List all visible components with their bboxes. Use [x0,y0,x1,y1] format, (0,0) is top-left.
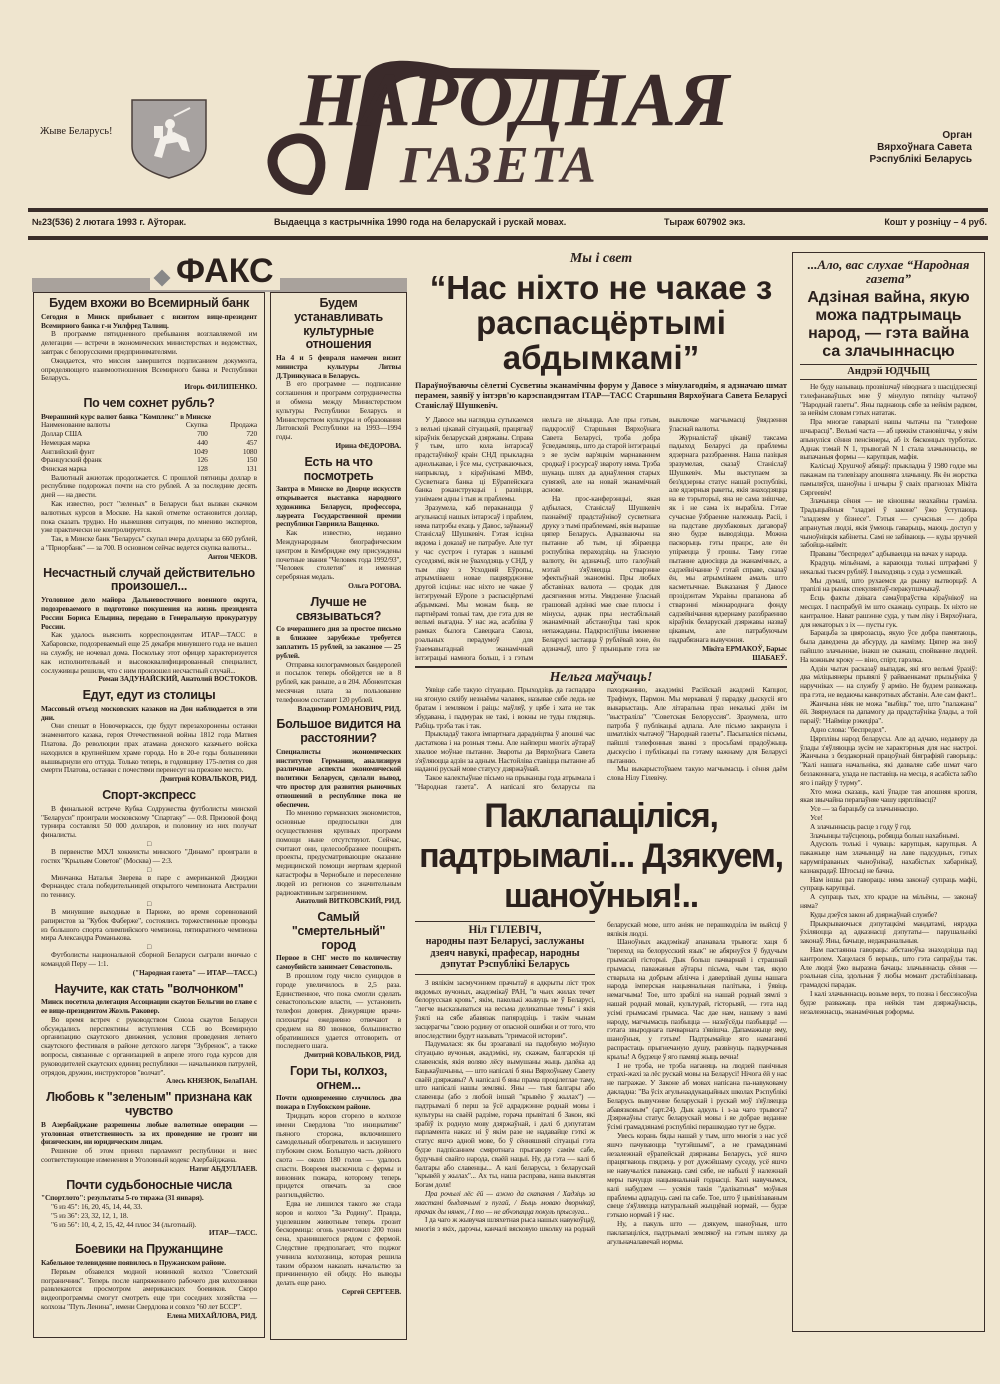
news-item [276,456,401,591]
hotline-paragraph: Не буду называць прозвішчаў ніводнага з шасцідзесяці тэлефанаваўшых мне ў мінулую пятніцу чытачоў "Народнай газеты". Яны паднаюць сябе за нейкім радком, за нейкім словам гэтых нататак. [800,382,977,418]
table-cell: Финская марка [41,463,87,473]
news-lead: Сегодня в Минск прибывает с визитом вице-президент Всемирного банка г-н Уилфред Талвиц. [41,311,257,330]
table-cell: Английский фунт [41,446,95,456]
news-headline: Научите, как стать "волчонком" [54,981,244,996]
news-lead: На 4 и 5 февраля намечен визит министра культуры Литвы Д.Тринкунаса в Беларусь. [276,353,401,380]
news-author: ИТАР—ТАСС. [208,1228,257,1238]
table-cell: 131 [246,463,257,473]
table-cell: 126 [197,455,208,465]
news-author: Владимир РОМАНОВИЧ, РИД. [297,703,401,713]
news-item [41,689,257,784]
section-kicker: Мы і свет [569,251,633,266]
hotline-headline: Адзіная вайна, якую можа падтрымаць народ, — гэта вайна са злачыннасцю [807,289,970,360]
news-item [276,1065,401,1297]
hotline-paragraph: Адусюль толькі і чуваць: карупцыя, карупцыя. А пакажыце нам злачынцаў на лаве падсудных, гэтых карумпіраваных чыноўнікаў, нахабістых хабарнікаў, казнакрадаў. Штосьці не бачна. [800,839,977,875]
organ-label: Орган Вярхоўнага Савета Рэспублікі Беларусь [869,130,972,165]
news-item [41,789,257,978]
hotline-body [800,383,977,1016]
news-author: Сергей СЕРГЕЕВ. [341,1286,401,1296]
news-item [41,1179,257,1239]
main-bottom-rule [415,666,787,668]
news-author: ("Народная газета" — ИТАР—ТАСС.) [132,967,257,977]
news-paragraph: Едва не лишился такого же стада коров и колхоз "За Родину". Правда, уцелевшим животным теперь грозит бескормица: огонь уничтожил 200 тонн сена, хранившегося рядом с фермой. Следствие предполагает, что поджог учинила колхозница, которая решила таким образом наказать начальство за причиненную ей обиду. Но выводы делать еще рано. [276,1199,401,1288]
news-lead: В Азербайджане разрешены любые валютные операции — уголовная ответственность за их проведение не грозит ни физическим, ни юридическим лицам. [41,1119,257,1147]
column-header: Наименование валюты [41,420,111,430]
news-paragraph: Как удалось выяснить корреспондентам ИТАР—ТАСС в Хабаровске, подозреваемый еще 25 декабря минувшего года не вышел на службу, не ночевал дома. Поскольку этот офицер характеризуется как исполнительный и высококвалифицированный специалист, сослуживцы решили, что с ним произошел несчастный случай... [41,630,257,675]
news-paragraph: "5 из 36": 23, 32, 12, 1, 18. [51,1210,129,1220]
byline-title: народны паэт Беларусі, заслужаны дзеяч навукі, прафесар, народны дэпутат Рэспублікі Беларусь [425,936,585,971]
news-paragraph: Футболисты национальной сборной Беларуси сыграли вничью с командой Перу — 1:1. [41,950,257,968]
news-paragraph: В программе пятидневного пребывания возглавляемой им делегации — встречи в экономических министерствах и ведомствах, завтрак с белорусскими предпринимателями. [41,329,257,356]
news-headline: Самый "смертельный" город [291,910,386,952]
hotline-paragraph: А супраць тых, хто крадзе на мільёны, — законаў няма? [800,892,977,911]
main-headline: “Нас ніхто не чакае з распасцёртымі абдымкамі” [429,269,773,376]
hotline-paragraph: Усе! [810,813,823,823]
news-paragraph: Первым обзавелся модной новинкой колхоз "Советский пограничник". Теперь после напряженного рабочего дня колхозники развлекаются просмотром американских боевиков. Скоро видеопрограммы смогут смотреть еще три соседних хозяйства — колхозы "Путь Ленина", имени Свердлова и совхоз "60 лет БССР". [41,1266,257,1312]
news-item [276,596,401,713]
hotline-paragraph: Цярплівы народ беларусы. Але ад адчаю, недаверу да ўлады з'яўляюцца зусім не характэрныя для нас настроі. Жанчына з бездакорнай працоўнай біяграфіяй гаворыць: "Калі нашага начальніка, які дазваляе сабе шмат чаго беззаконнага, улада не паставіць на месца, я асабіста заб'ю яго і пайду ў турму". [800,733,977,787]
news-author: Дмитрий КОВАЛЬКОВ, РИД. [304,1050,401,1060]
hotline-paragraph: А злачыннасць расце з году ў год. [810,821,912,831]
news-paragraph: В прошлом году число суицидов в городе увеличилось в 2,5 раза. Единственное, что пока смогли сделать севастопольские власти, — установить телефон доверия. Дежурящие врачи-психиатры ежедневно отвечают в среднем на 80 звонков, большинство обратившихся удается отговорить от последнего шага. [276,970,401,1051]
table-cell: 1049 [193,446,208,456]
hotline-paragraph: Куды дзеўся закон аб дзяржаўнай службе? [810,909,938,919]
news-paragraph: "6 из 45": 16, 20, 45, 14, 44, 33. [51,1202,143,1212]
separator-square-icon: □ [146,839,152,848]
news-paragraph: Валютный ажиотаж продолжается. С прошлой пятницы доллар в республике подорожал почти на сто рублей. А за последние десять дней — на двести. [41,472,257,500]
table-cell: Немецкая марка [41,437,90,447]
logo-title-line1: НАРОДНАЯ [300,58,731,142]
motto: Жыве Беларусь! [40,126,113,137]
table-cell: 440 [197,437,208,447]
byline-name: Ніл ГІЛЕВІЧ, [468,923,542,936]
news-lead: Массовый отъезд московских казаков на Дон наблюдается в эти дни. [41,703,257,722]
news-headline: Едут, едут из столицы [82,688,216,703]
news-paragraph: Тридцать коров сгорело в колхозе имени Свердлова "по инициативе" пьяного сторожа, включившего самодельный обогреватель и заснувшего глубоким сном. Большую часть дойного скота — около 180 голов — удалось спасти. Вовремя выскочила с фермы и виновник пожара, которому теперь придется отвечать за свое разгильдяйство. [276,1111,401,1200]
news-paragraph: Так, в Минске банк "Беларусь" скупал вчера доллары за 660 рублей, а "Приорбанк" — за 700. В основном сейчас ведется скупка валюты... [41,534,257,553]
hotline-paragraph: І калі злачыннасць возьме верх, то позна і бессэнсоўна будзе разважаць пра нейкія там дзяржаўнасць, незалежнасць, эканамічныя рэформы. [800,988,977,1016]
table-cell: 150 [246,455,257,465]
hotline-paragraph: Злачынца сёння — не кіношны неахайны граміла. Традыцыйныя "зладзеі ў законе" ўжо ўступаюць "зладзеям у бізнесе". Гэтыя — сучасныя — добра апранутыя людзі, якія ўмеюць гаварыць, маюць доступ у чыноўніцкія кабінеты. Самі не забіваюць — куды зручней забойца-найміт. [800,496,977,550]
table-cell: 700 [197,429,208,439]
column-header: Продажа [230,420,257,430]
hotline-paragraph: Калісьці Хрушчоў абяцаў: прыкладна ў 1980 годзе мы пакажам па тэлевізару апошняга злачынцу. Як ён жорстка памыляўся, шаноўны і шчыры ў сваіх прагнозах Мікіта Сяргеевіч! [800,461,977,497]
table-cell: 128 [197,463,208,473]
news-item [41,1243,257,1320]
circulation: Тыраж 607902 экз. [664,217,746,227]
news-author: Елена МИХАЙЛОВА, РИД. [166,1310,257,1320]
logo-title-line2: ГАЗЕТА [400,137,598,194]
news-lead: "Спортлото": результаты 5-го тиража (31 января). [41,1193,204,1203]
table-cell: 1080 [242,446,257,456]
column-header: Скупка [185,420,208,430]
dateline-rule [28,236,988,240]
news-headline: Спорт-экспресс [102,788,196,803]
news-author: Дмитрий КОВАЛЬКОВ, РИД. [160,774,257,784]
main-lead: Параўноўваючы сёлетні Сусветны эканамічны форум у Давосе з мінулагоднім, я адзначаю шмат перамен, заявіў у інтэрв'ю карэспандэнтам ІТАР—ТАСС Старшыня Вярхоўнага Савета Беларусі Станіслаў Шушкевіч. [415,381,787,410]
news-lead: Со вчерашнего дня за простое письмо в ближнее зарубежье требуется заплатить 15 рублей, за заказное — 25 рублей. [276,624,401,660]
news-paragraph: В первенстве МХЛ хоккеисты минского "Динамо" проиграли в гостях "Крыльям Советов" (Москва) — 2:3. [41,846,257,865]
table-cell: 720 [246,429,257,439]
top-rule [28,208,988,212]
news-headline: Большое видится на расстоянии? [276,717,401,746]
hotline-paragraph: Усе — за барацьбу са злачыннасцю. [810,804,919,814]
main-article [415,250,787,662]
hotline-paragraph: Адзін чытач расказаў выпадак, які яго вельмі ўразіў: два міліцыянеры прывялі ў райваенкамат прызыўніка ў наручніках — на службу ў армію. Не будзем разважаць пра гэта, не ведаючы канкрэтных абставін. Але сам факт!.. [800,663,977,699]
news-paragraph: В финальной встрече Кубка Содружества футболисты минской "Беларуси" проиграли московскому "Спартаку" — 0:8. Призовой фонд турнира составлял 50 000 долларов, и половину из них получат финалисты. [41,803,257,840]
fax-label: ФАКС [150,252,280,290]
price: Кошт у розніцу – 4 руб. [884,217,987,227]
feature-byline [415,921,595,975]
currency-table [41,421,257,473]
news-headline: Есть на что посмотреть [303,454,374,483]
news-paragraph: По мнению германских экономистов, основные предпосылки для осуществления крупных программ помощи ныне отсутствуют. Сейчас, считают они, целесообразнее поощрять проекты, предусматривающие оказание медицинской помощи жертвам ядерной катастрофы в Чернобыле и переселение людей из регионов со значительным радиоактивным загрязнением. [276,808,401,897]
dateline [32,217,987,231]
fax-news-box [33,292,265,1338]
news-item [41,1091,257,1173]
news-paragraph: Минчанка Наталья Зверева в паре с американкой Джиджи Фернандес стала победительницей открытого чемпионата Австралии по теннису. [41,872,257,900]
news-headline: Несчастный случай действительно произошел... [43,565,255,594]
hotline-author: Андрэй ЮДЧЫЦ [800,364,977,380]
news-paragraph: Решение об этом принял парламент республики и внес соответствующие изменения в Уголовный кодекс Азербайджана. [41,1146,257,1164]
main-author: Мікіта ЕРМАКОЎ, Барыс ШАБАЕЎ. [702,643,787,662]
news-author: Ирина ФЕДОРОВА. [335,440,401,450]
hotline-paragraph: Адно слова: "беспредел". [810,725,887,735]
news-lead: Первое в СНГ место по количеству самоубийств занимает Севастополь. [276,953,401,972]
hotline-paragraph: Прававы "беспредел" адбываецца на вачах у народа. [810,549,968,559]
news-paragraph: Отправка килограммовых бандеролей и посылок теперь обойдется не в 8 рублей, как раньше, а в 204. Абонентская месячная плата за пользование телефоном составит 120 рублей. [276,659,401,704]
news-lead: Специалисты экономических институтов Германии, анализируя различные аспекты экономической политики Беларуси, сделали вывод, что простор для развития рыночных отношений в республике пока не обеспечен. [276,746,401,809]
news-author: Роман ЗАДУНАЙСКИЙ, Анатолий ВОСТОКОВ. [98,674,257,684]
fax-news-box-2 [270,292,407,1340]
news-item [41,297,257,392]
hotline-paragraph: Барацьба за цвярозасць, якую ўсе добра памятаюць, была даведзена да абсурду, да камізму. Цяпер жа зноў пайшло злачыннае, інакш не скажаш, спойванне людзей. На кожным кроку — віно, спірт, гарэлка. [800,628,977,664]
hotline-article-box [792,252,985,1332]
news-paragraph: Они спешат в Новочеркасск, где будут перезахоронены останки знаменитого казака, героя Отечественной войны 1812 года Матвея Платова. До революции прах атамана донского казачьего войска находился в крупнейшем храме города. Но в 20-е годы большевики вышвырнули его оттуда. Только теперь, в годовщину 175-летия со дня смерти Платова, останки с почестями перенесут на прежнее место. [41,721,257,775]
news-item [41,397,257,562]
hotline-paragraph: Крадуць мільёнамі, а караюцца толькі штрафамі ў некалькі тысяч рублёў. І выходзяць з суда з усмешкай. [800,557,977,576]
table-cell: Доллар США [41,429,83,439]
news-paragraph: В его программе — подписание соглашения и программ сотрудничества и обмена между Министерством культуры Республики Беларусь и Министерством культуры и образования Литовской Республики на 1993—1994 годы. [276,379,401,442]
table-cell: Французский франк [41,455,102,465]
separator-square-icon: □ [146,899,152,908]
hotline-paragraph: Злачынцы таўсцеюць, робяцца больш нахабнымі. [810,830,960,840]
news-author: Натиг АБДУЛЛАЕВ. [189,1163,257,1173]
news-item [276,297,401,451]
news-headline: Будем устанавливать культурные отношения [294,296,383,352]
separator-square-icon: □ [146,943,152,952]
news-lead: Вчерашний курс валют банка "Комплекс" в Минске [41,411,211,421]
hotline-paragraph: Ёсць факты дзікага самаўпраўства кіраўнікоў на месцах. І паспрабуй ім што скажаць супраць. Іх ніхто не кантралюе. Нават рашэнне суда, у тым ліку і Вярхоўнага, для некаторых з іх — пусты гук. [800,593,977,629]
news-item [41,983,257,1087]
hotline-paragraph: Жанчына ніяк не можа "выбіць" тое, што "палажана" ёй. Звярнулася па дапамогу да прадстаўніка ўлады, а той параіў: "Найміце рэкеціра". [800,698,977,726]
intro-block [415,670,787,792]
news-author: Антон ЧЕКОВ. [207,551,257,561]
masthead [0,0,1000,200]
hotline-paragraph: Прыкрываючыся дэпутацкімі мандатамі, нярэдка ўхіляюцца ад адказнасці дэпутаты— парушальнікі законаў. Яны, бачыце, недакранальныя. [800,918,977,946]
coat-of-arms-pahonia-icon [130,98,208,180]
hotline-paragraph: Пра многае гаварылі нашы чытачы па "тэлефоне шчырасці". Вельмі часта — аб цяжкім становішчы, у якім апынуліся сёння пенсіянеры, аб іх бясконцых турботах. Аднак тэмай N 1, трывогай N 1 стала злачыннасць, яе выпачаныя формы — карупцыя, мафія. [800,417,977,462]
news-paragraph: Ожидается, что миссия завершится подписанием документа, определяющего взаимоотношения Всемирного банка и Республики Беларусь. [41,355,257,383]
news-item [276,911,401,1060]
news-headline: Будем вхожи во Всемирный банк [49,296,249,310]
news-author: Алесь КНЯЗЮК, БелаПАН. [165,1076,257,1086]
news-headline: Лучше не связываться? [295,594,382,623]
feature-headline: Паклапаціліся, падтрымалі... Дзякуем, шаноўныя!.. [419,796,783,915]
hotline-kicker: ...Ало, вас слухае “Народная газета” [807,257,970,286]
news-item [41,567,257,684]
hotline-paragraph: Нам іншы раз гавораць: няма законаў супраць мафіі, супраць карупцыі. [800,874,977,893]
news-lead: Почти одновременно случилось два пожара в Глубокском районе. [276,1093,401,1112]
issue-info: №23(536) 2 лютага 1993 г. Аўторак. [32,217,187,227]
news-author: Игорь ФИЛИПЕНКО. [184,382,257,392]
news-lead: Уголовное дело майора Дальневосточного военного округа, подозреваемого в подготовке покушения на жизнь президента России Бориса Ельцина, передано в Генеральную прокуратуру России. [41,595,257,631]
news-lead: Завтра в Минске во Дворце искусств открывается выставка народного художника Беларуси, профессора, лауреата Государственной премии республики Гавриила Ващенко. [276,484,401,529]
news-author: Анатолий ВИТКОВСКИЙ, РИД. [295,896,401,906]
news-paragraph: Во время встреч с руководством Союза скаутов Беларуси обсуждались перспективы вступления ССБ во Всемирную организацию скаутского движения, условия проведения летнего скаутского фестиваля в районе детского лагеря "Зубренок", а также вопросы, связанные с организацией в апреле этого года курсов для руководителей скаутских единиц республики — начальников патрулей, отрядов, дружин, инструкторов "волчат". [41,1014,257,1077]
news-headline: Почти судьбоносные числа [66,1177,232,1192]
news-headline: По чем сохнет рубль? [83,395,215,410]
center-column [415,250,787,1246]
published-since: Выдаецца з кастрычніка 1990 года на беларускай і рускай мовах. [274,217,567,227]
news-paragraph: В минувшие выходные в Париже, во время соревнований рапиристов за "Кубок Фаберже", состоялись торжественные проводы из большого спорта олимпийского чемпиона, пятикратного чемпиона мира Александра Романькова. [41,906,257,943]
hotline-paragraph: Нам пастаянна гавораць: абстаноўка знаходзіцца пад кантролем. Хацелася б верыць, што гэта сапраўды так. Але людзі ўжо выразна бачаць: злачыннасць сёння — рэальная сіла, здольная ў любы момант дэстабілізаваць грамадскі парадак. [800,945,977,990]
separator-square-icon: □ [146,865,152,874]
news-headline: Любовь к "зеленым" признана как чувство [46,1090,252,1119]
news-lead: Минск посетила делегация Ассоциации скаутов Бельгии во главе с ее вице-президентом Жоэль Раковер. [41,997,257,1016]
news-paragraph: Как известно, рост "зеленых" в Беларуси был вызван скачком валютных курсов в Москве. На какой отметке остановится доллар, пока сказать трудно. Но нынешняя ситуация, по мнению экспертов, уже практически не контролируется. [41,499,257,535]
main-body: У Давосе мы наглядна сутыкаемся з вельмі цікавай сітуацыяй, працягваў кіраўнік беларускай дзяржавы. Справа ў тым, што кола інтарэсаў прадстаўнікоў краін СНД прыкладна аднолькавае, і ўсе мы, сустракаючыся, напрыклад, з кіраўнікамі МВФ, Сусветнага банка ці Еўрапейскага банка рэканструкцыі і развіцця, узнімаем адны і тыя ж праблемы. Зразумела, каб пераканацца ў агульнасці нашых інтарэсаў і праблем, няма патрэбы ехаць у Давос, заўважыў Станіслаў Шушкевіч. Гэтая ісціна вядома і доказаў не патрабуе. Але тут у час сустрэч і гутарак з нашымі суседзямі, якія не ўваходзяць у СНД, у тым ліку з Усходняй Еўропы, атрымліваеш новае пацвярджэнне другой ісціны: нас ніхто не чакае ў інтэгруемай Еўропе з распасцёртымі абдымкамі. Мы можам быць яе партнёрамі толькі там, дзе гэта для яе вельмі выгадна. У нас жа, асабліва ў рамках былога Савецкага Саюза, рэальных перадумоў для ўзаемавыгаднай эканамічнай інтэграцыі намнога больш, і з гэтым нельга не лічыцца. Але пры гэтым, падкрэсліў Старшыня Вярхоўнага Савета Беларусі, трэба добра ўсведамляць, што да старой інтэграцыі з яе зусім вар'яцкім марнаваннем сродкаў і рэсурсаў звароту няма. Трэба шукаць шлях да аднаўлення старых сувязей, але на новай эканамічнай аснове. На прэс-канферэнцыі, якая адбылася, Станіслаў Шушкевіч пазнаёміў прадстаўнікоў сусветнага друку з тымі праблемамі, якія вырашае цяпер Беларусь. Адказваючы на пытанне аб тым, ці збіраецца рэспубліка пераходзіць на ўласную валюту, ён адзначыў, што галоўнай мэтай з'яўляецца стварэнне эфектыўнай эканомікі. Пры любых абставінах валюта — сродак для дасягнення мэты. Увядзенне ўласнай грашовай адзінкі мае свае плюсы і мінусы, аднак пры нестабільнай эканамічнай абстаноўцы такі крок непажаданы. Падкрэсліўшы імкненне Беларусі застацца ў рублёвай зоне, ён адзначыў, што ў прынцыпе гэта не выключае магчымасці ўвядзення ўласнай валюты. Журналістаў цікавіў таксама падыход Беларусі да праблемы ядзернага раззбраення. Наша пазіцыя зразумелая, сказаў Станіслаў Шушкевіч. Мы выступаем за без'ядзерны статус нашай рэспублікі, але ядзерныя ракеты, якія знаходзяцца на яе тэрыторыі, яна не сама знішчае, як і не сама іх вырабіла. Гэтае сучаснае ўзбраенне належыць Расіі, і на падставе двухбаковых дагавораў яно будзе выводзіцца. Можна паскорыць гэты працэс, але ён упіраецца ў грошы. Таму гэтае пытанне адносіцца да эканамічных, а садзейнічанне ў гэтай справе, сказаў ён, мы атрымліваем амаль што касметычнае. Выказаная ў Давосе прэзідэнтам Украіны прапанова аб стварэнні міжнароднага фонду садзейнічання ядзернаму раззбраенню кіраўнік беларускай дзяржавы назваў цікавым, але патрабуючым падрабязнага вывучэння. Мікіта ЕРМАКОЎ, Барыс ШАБАЕЎ. [415,415,787,662]
table-cell: 457 [246,437,257,447]
fax-diamond-icon [154,270,171,287]
hotline-paragraph: Хто можа сказаць, калі ўпадзе тая апошняя кропля, якая звычайна перапаўняе чашу цярплівасці? [800,786,977,805]
news-lead: Кабельное телевидение появилось в Пружанском районе. [41,1258,226,1268]
intro-body: Уявіце сабе такую сітуацыю. Прыходзіць да гаспадара на ягоную сялібу незнаёмы чалавек, называе сябе ледзь не братам і земляком і раіць: маўляў, у цябе і хата не так збудавана, і падмурак не такі, і вокны не туды глядзяць. Рабіць трэба так і так. Прыкладаў такога імпартнага дарадніцтва ў апошні час дастаткова і на розныя тэмы. Але найперш многіх аўтараў хвалюе моўнае пытанне. Звароты да Вярхоўнага Савета з'яўляюцца адзін за адным. Настойліва ставіцца пытанне аб наданні рускай мове статусу дзяржаўнай. Такое калектыўнае пісьмо на прыканцы года атрымала і "Народная газета". А напісалі яго беларусы па паходжанню, акадэмікі Расійскай акадэміі Капцюг, Трафімук, Пармон. Мы меркавалі ў парадку дыскусіі яго выкарыстаць. Але літаральна праз некалькі дзён ім "выстраліла" "Советская Белоруссия". Зразумела, што патрэба ў публікацыі адпала. Але пісьмо закранула і шматлікіх чытачоў "Народнай газеты". Пасыпаліся пісьмы, пайшлі тэлефонныя званкі з просьбамі прадоўжыць дыскусію і публікацыі па гэтаму важнаму для Беларусі пытанню. Мы выкарыстоўваем такую магчымасць і сёння даём слова Нілу Гілевічу. [415,685,787,792]
news-author: Ольга РОГОВА. [348,581,401,591]
news-paragraph: "6 из 56": 10, 4, 2, 15, 42, 44 плюс 34 (льготный). [51,1219,197,1229]
news-paragraph: Как известно, недавно Международным биографическим центром в Кембридже ему присуждены почетные звания "Человек года 1992/93", "Человек столетия" и именная серебряная медаль. [276,528,401,582]
news-item [276,718,401,906]
intro-kicker: Нельга маўчаць! [549,670,653,686]
news-headline: Гори ты, колхоз, огнем... [290,1063,387,1092]
news-headline: Боевики на Пружанщине [75,1242,223,1257]
hotline-paragraph: Мы думалі, што рухаемся да рынку вытворцаў. А трапілі на рынак спекулянтаў-перакупшчыкаў. [800,575,977,594]
feature-body: Ніл ГІЛЕВІЧ, народны паэт Беларусі, заслужаны дзеяч навукі, прафесар, народны дэпутат Рэспублікі Беларусь З вялікім засмучэннем прачытаў я адкрыты ліст трох вядомых вучоных, акадэмікаў РАН, "в чьих жилах течет белорусская кровь", якім, паколькі жывуць не ў Беларусі, "легче высказываться на весьма деликатные темы" і якія ўзялі на сябе абавязак папярэдзіць і такім чынам засцерагчы "свою родину от опасной ошибки и от того, что впоследствии будут называть "гримасой истории". Падумалася: як бы зрэагавалі на падобную моўную сітуацыю вучоныя, акадэмікі, ну, скажам, балгарскія ці славенскія, якія воляю лёсу вымушаны жыць далёка ад Бацькаўшчыны, — што напісалі б яны Вярхоўнаму Савету сваёй дзяржавы? А напісалі б яны прама процілеглае таму, што напісалі нашы землякі. Яны — тыя балгары або славенцы (або з любой іншай "крывёю ў жылах") — падтрымалі б перш за ўсё адраджэнне роднай мовы і культуры на сваёй радзіме, горача прывіталі б Закон, які зрабіў іх родную мову дзяржаўнай, і далі б дэпутатам парламента наказ: ні ў якім разе не надавайце гэткі ж статус яшчэ адной мове, бо ў сённяшняй сітуацыі гэта будзе падпісаннем смяротнага прыгавору самім сабе, будучыні свайго народа, сваёй нацыі. Ну, да гэта — калі б балгары або славенцы... А калі беларусы, з беларускай "крывёй у жылах"... Ах ты, наша расправа, наша выклятая Богам доля! Пра рочылі лёс ёй — ажно да скапання / Хадзіць за хвастамі быдлячымі з пугай, / Быць моваю дворнікаў, прачак ды нянек, / І то — не абчэпацца покуль прыслуга... І да чаго ж жывучая шляхетная рыса нашых навукоўцаў, многія з якіх, дарэчы, канчалі вясковую школку на роднай беларускай мове, што аніяк не перашкодзіла ім выйсці ў вялікія людзі. Шаноўных акадэмікаў апанавала трывога: хаця б "переход на белорусский язык" не абярнуўся ў будучым грымасай гісторыі. Дык больш пачварнай і страшнай грымасы, паважаныя аўтары пісьма, чым тая, якую стварыла на добрым аблічча і даверлівай душы нашага народа імперская нацыянальная палітыка, і ўявіць немагчыма! Тое, што зрабілі на нашай роднай зямлі з нашай роднай мовай, культурай, гісторыяй, — гэта над усімі грымасамі грымаса. Час дае нам, нашаму з вамі народу, магчымасць пазбыцца — назаўсёды пазбыцца! — гэтага звыроднага пачварнага з'явішча. Дапамажыце яму, шаноўныя, у гэтым! Падтрымайце яго намаганні распрастаць прыгнечаную душу, развінуць падкурчаныя крылы! А будзеце ў яго памяці жыць вечна! І не трэба, не трэба наганяць на людзей панічныя страхі-жахі за лёс рускай мовы на Беларусі! Нічога ёй у нас не пагражае. У Законе аб мовах напісана па-навуковаму дакладна: "Ва ўсіх агульнаадукацыйных школах Рэспублікі Беларусь вывучэнне беларускай і рускай моў з'яўляецца абавязковым" (арт.24). Дык адкуль і з-за чаго трывога? Дзяржаўны статус беларускай мовы і яе добрае веданне ўсімі грамадзянамі рэспублікі перашкодаю тут не будзе. Увесь корань бяды нашай у тым, што многія з нас усё яшчэ пачуваюцца "тутэйшымі", а не грамадзянамі незалежнай еўрапейскай дзяржавы Беларусь, усё яшчэ працягваюць глядзець у рот дужэйшаму суседу, усё яшчэ не навучыліся паважаць самі сябе, не набылі ў належнай меры пачуцця нацыянальнай годнасці. Калі навучымся, калі набудзем — усякія такія "далікатныя" моўныя праблемы адпадуць самі па сабе. Тое, што ў цывілізаваным свеце з'яўляецца натуральнай жыццёвай нормай, — будзе гэткаю нормай і ў нас. Ну, а пакуль што — дзякуем, шаноўныя, што паклапаціліся, падтрымалі землякоў на гэтым шляху да агульначалавечай нормы. [415,919,787,1246]
